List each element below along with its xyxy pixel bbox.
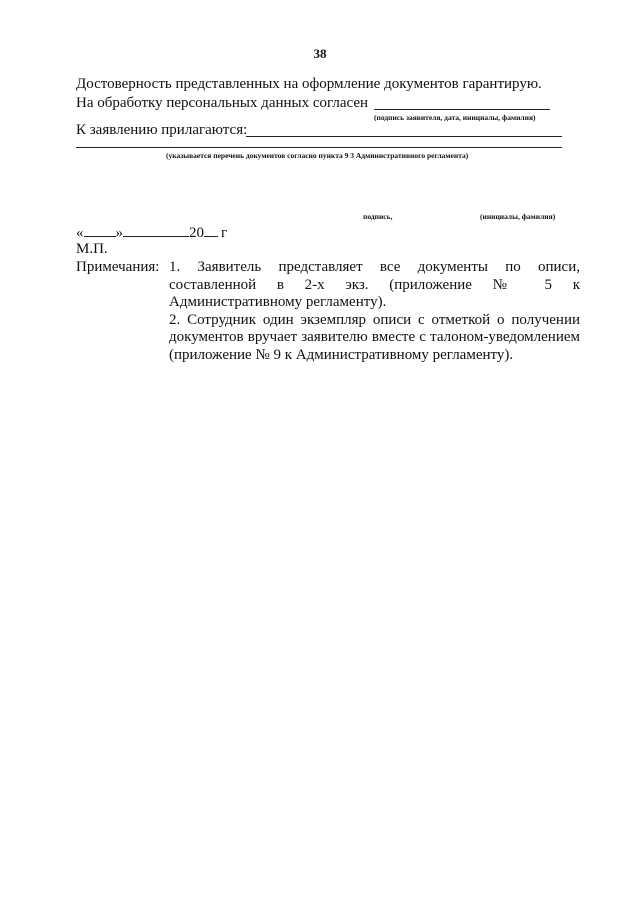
date-day-blank bbox=[84, 224, 116, 237]
note-item: 2. Сотрудник один экземпляр описи с отметкой о получении документов вручает заявителю вместе с талоном-уведомлением (приложение № 9 к Административному регламенту). bbox=[169, 311, 580, 363]
date-year-blank bbox=[204, 224, 218, 237]
attachments-rule-1 bbox=[246, 136, 562, 137]
initials-label: (инициалы, фамилия) bbox=[480, 212, 556, 221]
date-close-quote: » bbox=[115, 225, 123, 241]
note-item: 1. Заявитель представляет все документы по описи, составленной в 2-х экз. (приложение № 5 к Административному регламенту). bbox=[169, 259, 580, 310]
date-year-suffix: г bbox=[221, 225, 228, 241]
stamp-mark: М.П. bbox=[76, 241, 108, 257]
notes-list bbox=[169, 259, 580, 364]
page-number: 38 bbox=[313, 46, 327, 61]
date-open-quote: « bbox=[76, 225, 84, 241]
attachments-caption: (указывается перечень документов согласно пункта 9 3 Административного регламента) bbox=[166, 151, 469, 160]
consent-line: На обработку персональных данных согласен bbox=[76, 95, 369, 111]
date-line bbox=[76, 224, 227, 242]
consent-signature-rule bbox=[374, 109, 550, 110]
attachments-label: К заявлению прилагаются: bbox=[76, 122, 248, 138]
consent-caption: (подпись заявителя, дата, инициалы, фамилия) bbox=[374, 113, 536, 122]
attachments-rule-2 bbox=[76, 147, 562, 148]
date-year-prefix: 20 bbox=[189, 225, 204, 241]
signature-label: подпись, bbox=[363, 212, 393, 221]
date-month-blank bbox=[123, 224, 189, 237]
notes-label: Примечания: bbox=[76, 259, 160, 275]
guarantee-line: Достоверность представленных на оформление документов гарантирую. bbox=[76, 76, 542, 92]
